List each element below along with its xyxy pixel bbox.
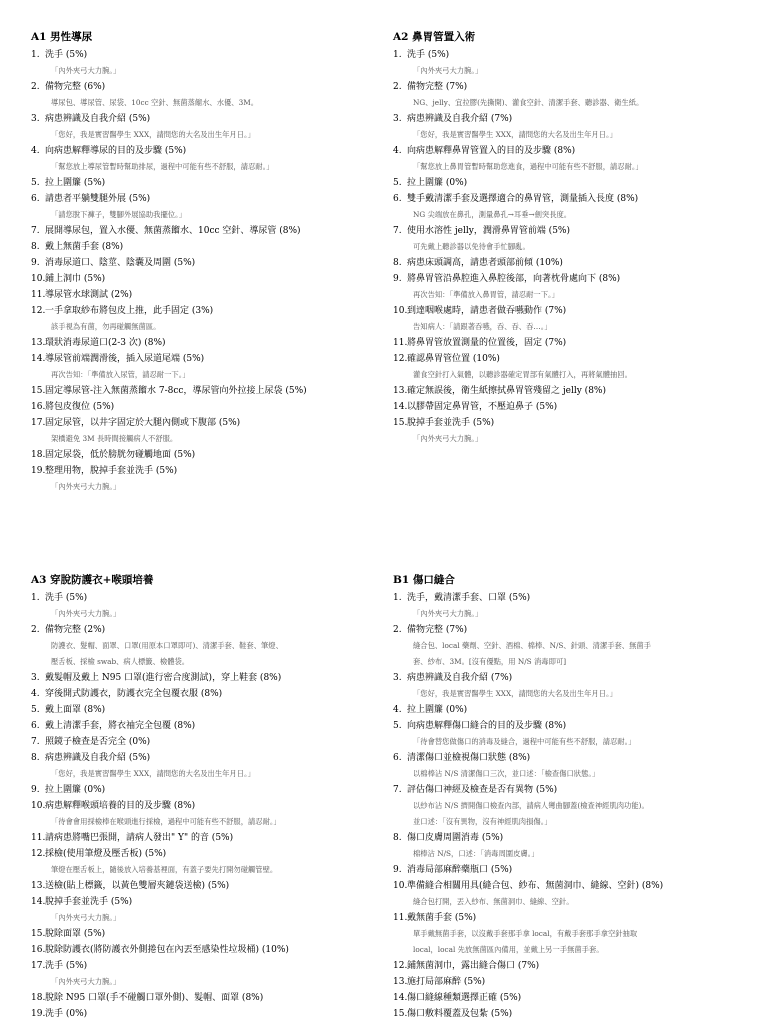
checklist-item — [31, 79, 411, 95]
checklist-item — [393, 702, 768, 718]
item-note: 壓舌板、採檢 swab、病人標籤、檢體袋。 — [51, 657, 190, 666]
item-number: 2. — [393, 625, 402, 635]
item-text: 鋪無菌洞巾，露出縫合傷口 (7%) — [407, 961, 540, 971]
item-text: 拉上圍簾 (0%) — [45, 785, 106, 795]
item-number: 11. — [31, 833, 46, 843]
item-note: 棉棒沾 N/S，口述：「消毒周圍皮膚。」 — [413, 849, 539, 858]
checklist-item — [31, 718, 411, 734]
item-text: 戴無菌手套 (5%) — [407, 913, 477, 923]
item-text: 向病患解釋導尿的目的及步驟 (5%) — [45, 146, 187, 156]
checklist-item — [393, 175, 768, 191]
checklist-item — [31, 223, 411, 239]
item-number: 10. — [393, 881, 408, 891]
checklist-item — [31, 990, 411, 1006]
item-text: 備物完整 (2%) — [45, 625, 106, 635]
checklist-item — [393, 223, 768, 239]
item-number: 14. — [393, 993, 408, 1003]
item-number: 8. — [393, 258, 402, 268]
checklist-item — [393, 958, 768, 974]
item-number: 17. — [31, 961, 46, 971]
checklist-item — [393, 47, 768, 63]
checklist-item — [393, 399, 768, 415]
item-number: 10. — [31, 801, 46, 811]
item-note: 「您好，我是實習醫學生 XXX，請問您的大名及出生年月日。」 — [413, 130, 617, 139]
item-note: 筆燈在壓舌板上，隨後放入培養基裡面，有蓋子要先打開勿碰觸管壁。 — [51, 865, 278, 874]
item-number: 2. — [31, 625, 40, 635]
item-number: 6. — [31, 194, 40, 204]
item-note: 告知病人：「請跟著吞嚥，吞、吞、吞…。」 — [413, 322, 552, 331]
checklist-item — [31, 191, 411, 207]
item-text: 向病患解釋鼻胃管置入的目的及步驟 (8%) — [407, 146, 576, 156]
section-a2 — [393, 30, 768, 447]
checklist-item — [31, 335, 411, 351]
item-number: 7. — [393, 785, 402, 795]
item-note: 架橋避免 3M 長時間接觸病人不舒服。 — [51, 434, 178, 443]
item-text: 穿後開式防護衣，防護衣完全包覆衣服 (8%) — [45, 689, 223, 699]
item-note: 再次告知：「準備放入鼻胃管，請忍耐一下。」 — [413, 290, 559, 299]
item-note: 「內外夾弓大力腕。」 — [51, 913, 121, 922]
checklist-item — [31, 47, 411, 63]
item-text: 脫掉手套並洗手 (5%) — [45, 897, 133, 907]
item-text: 採檢(使用筆燈及壓舌板) (5%) — [45, 849, 167, 859]
section-title: B1 傷口縫合 — [393, 574, 455, 586]
item-note: 「待會替您做傷口的消毒及縫合，過程中可能有些不舒服，請忍耐。」 — [413, 737, 636, 746]
item-number: 13. — [31, 338, 46, 348]
item-text: 送檢(貼上標籤，以黃色雙層夾鏈袋送檢) (5%) — [45, 881, 230, 891]
checklist-item — [393, 191, 768, 207]
checklist-item — [31, 622, 411, 638]
checklist-item — [393, 79, 768, 95]
item-text: 固定尿袋，低於膀胱勿碰觸地面 (5%) — [45, 450, 196, 460]
item-number: 15. — [31, 929, 46, 939]
item-number: 13. — [31, 881, 46, 891]
checklist-item — [31, 351, 411, 367]
item-number: 6. — [393, 753, 402, 763]
item-text: 以膠帶固定鼻胃管，不壓迫鼻子 (5%) — [407, 402, 558, 412]
checklist-item — [393, 351, 768, 367]
item-note: 「內外夾弓大力腕。」 — [413, 434, 483, 443]
item-number: 6. — [393, 194, 402, 204]
item-number: 7. — [31, 226, 40, 236]
item-text: 病患辨識及自我介紹 (7%) — [407, 114, 513, 124]
item-number: 2. — [393, 82, 402, 92]
section-a1 — [31, 30, 411, 495]
item-text: 脫除 N95 口罩(手不碰觸口罩外側)、髮帽、面罩 (8%) — [45, 993, 264, 1003]
checklist-item — [393, 111, 768, 127]
item-note: 灌食空針打入氣體，以聽診器確定胃部有氣體打入，再將氣體抽回。 — [413, 370, 632, 379]
item-text: 戴髮帽及戴上 N95 口罩(進行密合度測試)，穿上鞋套 (8%) — [45, 673, 282, 683]
item-number: 16. — [31, 402, 46, 412]
item-number: 8. — [31, 753, 40, 763]
item-text: 鋪上洞巾 (5%) — [45, 274, 106, 284]
item-number: 14. — [393, 402, 408, 412]
section-title: A1 男性導尿 — [31, 31, 93, 43]
item-text: 戴上清潔手套，將衣袖完全包覆 (8%) — [45, 721, 196, 731]
checklist-item — [393, 862, 768, 878]
checklist-item — [393, 383, 768, 399]
item-number: 8. — [393, 833, 402, 843]
item-number: 4. — [31, 146, 40, 156]
item-number: 12. — [393, 354, 408, 364]
item-number: 9. — [393, 865, 402, 875]
checklist-item — [31, 271, 411, 287]
item-text: 整理用物，脫掉手套並洗手 (5%) — [45, 466, 178, 476]
checklist-item — [31, 702, 411, 718]
section-a3 — [31, 573, 411, 1022]
checklist-item — [31, 798, 411, 814]
item-text: 洗手 (5%) — [407, 50, 450, 60]
checklist-item — [31, 590, 411, 606]
item-note: NG、jelly、宜拉膠(先撕開)、灌食空針、清潔手套、聽診器、衛生紙。 — [413, 98, 644, 107]
item-number: 1. — [393, 50, 402, 60]
item-number: 19. — [31, 1009, 46, 1019]
item-number: 9. — [31, 785, 40, 795]
section-title: A2 鼻胃管置入術 — [393, 31, 476, 43]
item-text: 拉上圍簾 (0%) — [407, 178, 468, 188]
item-text: 洗手 (5%) — [45, 593, 88, 603]
item-text: 備物完整 (7%) — [407, 82, 468, 92]
item-text: 洗手，戴清潔手套、口罩 (5%) — [407, 593, 531, 603]
item-text: 照鏡子檢查是否完全 (0%) — [45, 737, 151, 747]
checklist-item — [31, 255, 411, 271]
checklist-item — [31, 670, 411, 686]
checklist-item — [31, 782, 411, 798]
item-note: 「內外夾弓大力腕。」 — [413, 609, 483, 618]
item-note: 「內外夾弓大力腕。」 — [413, 66, 483, 75]
checklist-item — [393, 878, 768, 894]
item-note: 「幫您放上鼻胃管暫時幫助您進食，過程中可能有些不舒服，請忍耐。」 — [413, 162, 643, 171]
item-text: 確定無誤後，衛生紙擦拭鼻胃管殘留之 jelly (8%) — [407, 386, 606, 396]
item-number: 18. — [31, 450, 46, 460]
item-text: 環狀消毒尿道口(2-3 次) (8%) — [45, 338, 166, 348]
item-text: 請病患將嘴巴張開，請病人發出" Y" 的音 (5%) — [45, 833, 234, 843]
checklist-item — [31, 111, 411, 127]
item-number: 1. — [31, 593, 40, 603]
item-text: 固定導尿管-注入無菌蒸餾水 7-8cc，導尿管向外拉接上尿袋 (5%) — [45, 386, 307, 396]
item-number: 5. — [393, 721, 402, 731]
item-note: 「幫您放上導尿管暫時幫助排尿，過程中可能有些不舒服，請忍耐。」 — [51, 162, 274, 171]
checklist-item — [393, 990, 768, 1006]
item-number: 3. — [31, 673, 40, 683]
checklist-item — [31, 447, 411, 463]
checklist-item — [31, 958, 411, 974]
item-text: 病患辨識及自我介紹 (5%) — [45, 753, 151, 763]
item-note: 並口述：「沒有異物，沒有神經肌肉損傷。」 — [413, 817, 552, 826]
checklist-item — [31, 287, 411, 303]
item-number: 14. — [31, 897, 46, 907]
item-number: 9. — [393, 274, 402, 284]
item-text: 導尿管前端潤滑後，插入尿道尾端 (5%) — [45, 354, 205, 364]
checklist-item — [31, 143, 411, 159]
item-note: 「待會會用採檢棒在喉頭進行採檢，過程中可能有些不舒服，請忍耐。」 — [51, 817, 281, 826]
item-number: 7. — [31, 737, 40, 747]
item-number: 5. — [31, 705, 40, 715]
item-number: 11. — [31, 290, 46, 300]
item-text: 病患辨識及自我介紹 (5%) — [45, 114, 151, 124]
checklist-item — [31, 830, 411, 846]
checklist-item — [31, 303, 411, 319]
item-text: 準備縫合相關用具(縫合包、紗布、無菌洞巾、縫線、空針) (8%) — [407, 881, 664, 891]
item-text: 脫除面罩 (5%) — [45, 929, 106, 939]
item-text: 評估傷口神經及檢查是否有異物 (5%) — [407, 785, 558, 795]
item-number: 5. — [393, 178, 402, 188]
item-number: 3. — [393, 673, 402, 683]
checklist-item — [393, 590, 768, 606]
item-number: 15. — [393, 1009, 408, 1019]
checklist-item — [393, 670, 768, 686]
item-number: 5. — [31, 178, 40, 188]
item-note: 以紗布沾 N/S 擠開傷口檢查內部，請病人彎曲腳蓋(檢查神經肌肉功能)。 — [413, 801, 649, 810]
item-number: 15. — [31, 386, 46, 396]
item-text: 一手拿取紗布將包皮上推，此手固定 (3%) — [45, 306, 214, 316]
item-number: 1. — [393, 593, 402, 603]
item-text: 施打局部麻醉 (5%) — [407, 977, 486, 987]
item-text: 使用水溶性 jelly，潤滑鼻胃管前端 (5%) — [407, 226, 570, 236]
item-note: 縫合包、local 藥劑、空針、酒棉、棉棒、N/S、針頭、清潔手套、無菌手 — [413, 641, 651, 650]
item-number: 19. — [31, 466, 46, 476]
checklist-item — [31, 942, 411, 958]
item-number: 10. — [393, 306, 408, 316]
item-number: 6. — [31, 721, 40, 731]
item-text: 確認鼻胃管位置 (10%) — [407, 354, 500, 364]
item-number: 14. — [31, 354, 46, 364]
item-number: 3. — [393, 114, 402, 124]
item-note: 「您好，我是實習醫學生 XXX，請問您的大名及出生年月日。」 — [51, 130, 255, 139]
item-text: 備物完整 (7%) — [407, 625, 468, 635]
item-text: 固定尿管，以井字固定於大腿內側或下腹部 (5%) — [45, 418, 241, 428]
item-note: 可先戴上聽診器以免待會手忙腳亂。 — [413, 242, 530, 251]
checklist-item — [393, 974, 768, 990]
item-text: 戴上面罩 (8%) — [45, 705, 106, 715]
checklist-item — [31, 734, 411, 750]
item-number: 11. — [393, 913, 408, 923]
checklist-item — [31, 383, 411, 399]
item-text: 消毒局部麻醉藥瓶口 (5%) — [407, 865, 513, 875]
checklist-item — [31, 894, 411, 910]
item-note: 縫合包打開，丟入紗布、無菌洞巾、縫線、空針。 — [413, 897, 574, 906]
checklist-item — [31, 175, 411, 191]
checklist-item — [31, 878, 411, 894]
item-number: 11. — [393, 338, 408, 348]
checklist-item — [393, 622, 768, 638]
item-number: 4. — [31, 689, 40, 699]
item-text: 到達咽喉處時，請患者做吞嚥動作 (7%) — [407, 306, 567, 316]
checklist-item — [393, 830, 768, 846]
item-note: 再次告知：「準備放入尿管，請忍耐一下。」 — [51, 370, 190, 379]
item-note: 「內外夾弓大力腕。」 — [51, 482, 121, 491]
checklist-item — [31, 399, 411, 415]
item-number: 4. — [393, 705, 402, 715]
checklist-item — [31, 846, 411, 862]
item-number: 7. — [393, 226, 402, 236]
item-note: NG 尖端放在鼻孔，測量鼻孔→耳垂→劍突長度。 — [413, 210, 572, 219]
item-number: 9. — [31, 258, 40, 268]
item-number: 10. — [31, 274, 46, 284]
item-text: 導尿管水球測試 (2%) — [45, 290, 133, 300]
item-number: 4. — [393, 146, 402, 156]
section-b1 — [393, 573, 768, 1022]
item-text: 脫除防護衣(將防護衣外側捲包在內丟至感染性垃圾桶) (10%) — [45, 945, 289, 955]
checklist-item — [31, 239, 411, 255]
item-number: 2. — [31, 82, 40, 92]
item-number: 12. — [31, 306, 46, 316]
item-text: 傷口縫線種類選擇正確 (5%) — [407, 993, 522, 1003]
item-number: 13. — [393, 977, 408, 987]
item-number: 18. — [31, 993, 46, 1003]
checklist-item — [31, 686, 411, 702]
item-text: 拉上圍簾 (0%) — [407, 705, 468, 715]
item-note: 「您好，我是實習醫學生 XXX，請問您的大名及出生年月日。」 — [51, 769, 255, 778]
checklist-item — [393, 335, 768, 351]
item-text: 洗手 (0%) — [45, 1009, 88, 1019]
checklist-item — [393, 143, 768, 159]
item-note: local，local 先放無菌區內備用，並戴上另一手無菌手套。 — [413, 945, 604, 954]
item-note: 以棉棒沾 N/S 清潔傷口三次，並口述：「檢查傷口狀態。」 — [413, 769, 600, 778]
item-text: 將包皮復位 (5%) — [45, 402, 115, 412]
item-number: 12. — [31, 849, 46, 859]
checklist-item — [31, 463, 411, 479]
item-text: 向病患解釋傷口縫合的目的及步驟 (8%) — [407, 721, 567, 731]
item-note: 「您好，我是實習醫學生 XXX，請問您的大名及出生年月日。」 — [413, 689, 617, 698]
item-text: 清潔傷口並檢視傷口狀態 (8%) — [407, 753, 531, 763]
item-note: 「內外夾弓大力腕。」 — [51, 977, 121, 986]
checklist-item — [393, 750, 768, 766]
item-text: 展開導尿包，置入水優、無菌蒸餾水、10cc 空針、導尿管 (8%) — [45, 226, 301, 236]
item-text: 雙手戴清潔手套及選擇適合的鼻胃管，測量插入長度 (8%) — [407, 194, 639, 204]
item-text: 戴上無菌手套 (8%) — [45, 242, 124, 252]
item-note: 單手戴無菌手套，以沒戴手套那手拿 local，有戴手套那手拿空針抽取 — [413, 929, 638, 938]
item-number: 16. — [31, 945, 46, 955]
item-note: 「內外夾弓大力腕。」 — [51, 609, 121, 618]
checklist-item — [31, 750, 411, 766]
item-number: 8. — [31, 242, 40, 252]
item-note: 「請您脫下褲子，雙腳外展協助我擺位。」 — [51, 210, 186, 219]
checklist-item — [393, 1006, 768, 1022]
item-number: 3. — [31, 114, 40, 124]
checklist-item — [393, 255, 768, 271]
item-note: 導尿包、導尿管、尿袋、10cc 空針、無菌蒸餾水、水優、3M。 — [51, 98, 259, 107]
item-number: 12. — [393, 961, 408, 971]
item-text: 將鼻胃管放置測量的位置後，固定 (7%) — [407, 338, 567, 348]
checklist-item — [31, 1006, 411, 1022]
item-number: 13. — [393, 386, 408, 396]
item-note: 「內外夾弓大力腕。」 — [51, 66, 121, 75]
item-note: 該手視為有菌，勿再碰觸無菌區。 — [51, 322, 161, 331]
item-text: 脫掉手套並洗手 (5%) — [407, 418, 495, 428]
item-text: 病患解釋喉頭培養的目的及步驟 (8%) — [45, 801, 196, 811]
checklist-item — [31, 926, 411, 942]
item-number: 1. — [31, 50, 40, 60]
item-text: 請患者平躺雙腿外展 (5%) — [45, 194, 151, 204]
checklist-item — [393, 718, 768, 734]
item-number: 15. — [393, 418, 408, 428]
item-text: 消毒尿道口、陰莖、陰囊及周圍 (5%) — [45, 258, 196, 268]
item-text: 病患床頭調高，請患者頭部前傾 (10%) — [407, 258, 563, 268]
checklist-item — [31, 415, 411, 431]
item-number: 17. — [31, 418, 46, 428]
item-text: 備物完整 (6%) — [45, 82, 106, 92]
item-text: 洗手 (5%) — [45, 961, 88, 971]
item-text: 將鼻胃管沿鼻腔進入鼻腔後部，向著枕骨處向下 (8%) — [407, 274, 621, 284]
item-text: 病患辨識及自我介紹 (7%) — [407, 673, 513, 683]
item-text: 傷口皮膚周圍消毒 (5%) — [407, 833, 504, 843]
item-note: 防護衣、髮帽、面罩、口罩(用原本口罩即可)、清潔手套、鞋套、筆燈、 — [51, 641, 283, 650]
item-text: 傷口敷料覆蓋及包紮 (5%) — [407, 1009, 513, 1019]
checklist-item — [393, 782, 768, 798]
section-title: A3 穿脫防護衣+喉頭培養 — [31, 574, 154, 586]
item-text: 洗手 (5%) — [45, 50, 88, 60]
checklist-item — [393, 415, 768, 431]
item-text: 拉上圍簾 (5%) — [45, 178, 106, 188]
checklist-item — [393, 910, 768, 926]
checklist-item — [393, 303, 768, 319]
item-note: 套、紗布、3M。[沒有優點，用 N/S 消毒即可] — [413, 657, 567, 666]
checklist-item — [393, 271, 768, 287]
